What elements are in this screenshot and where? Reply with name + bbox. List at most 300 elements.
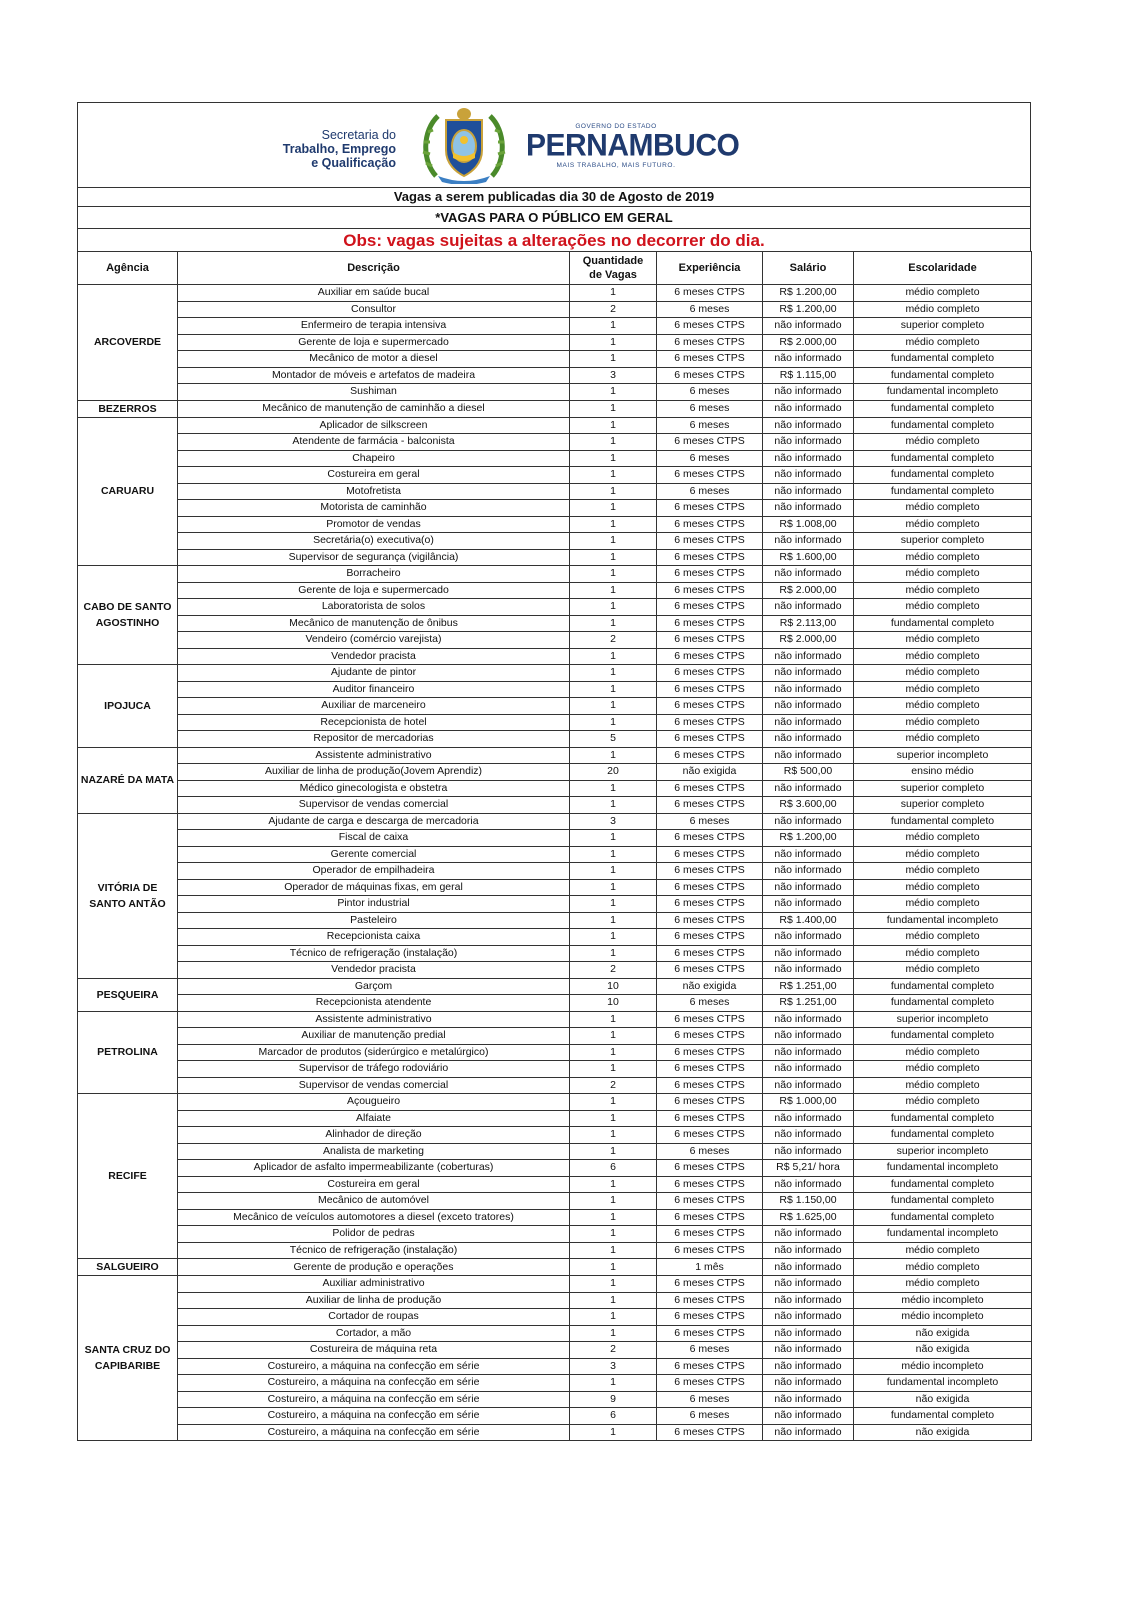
job-experience: 6 meses CTPS <box>657 549 763 566</box>
job-quantity: 1 <box>570 1193 657 1210</box>
job-description: Garçom <box>178 978 570 995</box>
job-education: fundamental completo <box>854 351 1032 368</box>
job-education: não exigida <box>854 1342 1032 1359</box>
job-salary: não informado <box>763 450 854 467</box>
job-experience: 6 meses <box>657 417 763 434</box>
job-description: Gerente de loja e supermercado <box>178 582 570 599</box>
job-salary: R$ 1.200,00 <box>763 830 854 847</box>
job-description: Enfermeiro de terapia intensiva <box>178 318 570 335</box>
table-row <box>78 797 1032 814</box>
table-row <box>78 483 1032 500</box>
table-row <box>78 434 1032 451</box>
job-salary: não informado <box>763 813 854 830</box>
job-education: médio completo <box>854 896 1032 913</box>
table-row <box>78 566 1032 583</box>
job-salary: não informado <box>763 1375 854 1392</box>
column-header-salary: Salário <box>763 252 854 285</box>
job-salary: não informado <box>763 1127 854 1144</box>
job-quantity: 20 <box>570 764 657 781</box>
job-quantity: 1 <box>570 549 657 566</box>
job-education: fundamental completo <box>854 1209 1032 1226</box>
job-quantity: 1 <box>570 500 657 517</box>
job-description: Auxiliar em saúde bucal <box>178 285 570 302</box>
job-experience: 6 meses CTPS <box>657 648 763 665</box>
job-experience: 6 meses CTPS <box>657 962 763 979</box>
job-salary: não informado <box>763 945 854 962</box>
job-experience: 6 meses CTPS <box>657 714 763 731</box>
job-salary: R$ 3.600,00 <box>763 797 854 814</box>
job-salary: não informado <box>763 1276 854 1293</box>
table-row <box>78 1226 1032 1243</box>
job-quantity: 1 <box>570 797 657 814</box>
job-experience: 6 meses CTPS <box>657 318 763 335</box>
job-education: não exigida <box>854 1325 1032 1342</box>
table-row <box>78 1044 1032 1061</box>
job-experience: 6 meses CTPS <box>657 1209 763 1226</box>
job-description: Polidor de pedras <box>178 1226 570 1243</box>
table-row <box>78 367 1032 384</box>
job-salary: R$ 1.251,00 <box>763 978 854 995</box>
table-row <box>78 912 1032 929</box>
job-quantity: 1 <box>570 879 657 896</box>
job-description: Aplicador de silkscreen <box>178 417 570 434</box>
job-experience: 6 meses CTPS <box>657 334 763 351</box>
table-row <box>78 863 1032 880</box>
job-experience: 6 meses CTPS <box>657 1028 763 1045</box>
logo-banner <box>77 102 1031 187</box>
job-quantity: 1 <box>570 648 657 665</box>
job-education: médio completo <box>854 846 1032 863</box>
job-experience: 6 meses CTPS <box>657 566 763 583</box>
table-row <box>78 1028 1032 1045</box>
job-quantity: 10 <box>570 995 657 1012</box>
job-description: Gerente de loja e supermercado <box>178 334 570 351</box>
job-experience: 6 meses CTPS <box>657 1011 763 1028</box>
job-quantity: 1 <box>570 582 657 599</box>
job-quantity: 6 <box>570 1160 657 1177</box>
job-salary: não informado <box>763 1309 854 1326</box>
job-education: fundamental completo <box>854 1176 1032 1193</box>
document-title: Vagas a serem publicadas dia 30 de Agosto de 2019 <box>77 187 1031 206</box>
job-salary: não informado <box>763 467 854 484</box>
job-quantity: 1 <box>570 1292 657 1309</box>
job-description: Sushiman <box>178 384 570 401</box>
job-salary: R$ 1.400,00 <box>763 912 854 929</box>
job-salary: R$ 1.150,00 <box>763 1193 854 1210</box>
job-description: Açougueiro <box>178 1094 570 1111</box>
job-education: médio completo <box>854 549 1032 566</box>
job-quantity: 1 <box>570 400 657 417</box>
job-description: Auditor financeiro <box>178 681 570 698</box>
job-salary: R$ 1.000,00 <box>763 1094 854 1111</box>
state-name: PERNAMBUCO <box>526 128 740 163</box>
job-quantity: 1 <box>570 1143 657 1160</box>
table-row <box>78 962 1032 979</box>
gov-label: GOVERNO DO ESTADO <box>575 123 657 130</box>
job-experience: 6 meses CTPS <box>657 533 763 550</box>
job-description: Mecânico de veículos automotores a diesel (exceto tratores) <box>178 1209 570 1226</box>
job-experience: 6 meses CTPS <box>657 1276 763 1293</box>
jobs-table <box>77 251 1032 1441</box>
job-education: médio completo <box>854 334 1032 351</box>
job-experience: 6 meses CTPS <box>657 1325 763 1342</box>
job-description: Gerente comercial <box>178 846 570 863</box>
job-quantity: 1 <box>570 681 657 698</box>
table-row <box>78 1242 1032 1259</box>
job-education: médio completo <box>854 962 1032 979</box>
job-quantity: 1 <box>570 1309 657 1326</box>
job-education: médio completo <box>854 1242 1032 1259</box>
job-salary: não informado <box>763 1408 854 1425</box>
job-experience: 6 meses <box>657 995 763 1012</box>
job-education: médio completo <box>854 698 1032 715</box>
agency-name: ARCOVERDE <box>78 285 178 401</box>
job-quantity: 3 <box>570 367 657 384</box>
table-row <box>78 1176 1032 1193</box>
job-experience: 6 meses CTPS <box>657 698 763 715</box>
job-salary: não informado <box>763 1226 854 1243</box>
job-description: Costureiro, a máquina na confecção em série <box>178 1424 570 1441</box>
job-salary: não informado <box>763 434 854 451</box>
table-row <box>78 1276 1032 1293</box>
job-description: Marcador de produtos (siderúrgico e metalúrgico) <box>178 1044 570 1061</box>
job-quantity: 1 <box>570 599 657 616</box>
job-description: Supervisor de tráfego rodoviário <box>178 1061 570 1078</box>
job-education: fundamental completo <box>854 978 1032 995</box>
job-education: ensino médio <box>854 764 1032 781</box>
table-row <box>78 1061 1032 1078</box>
job-description: Auxiliar de marceneiro <box>178 698 570 715</box>
job-description: Supervisor de segurança (vigilância) <box>178 549 570 566</box>
secretaria-line-3: e Qualificação <box>311 156 396 170</box>
agency-name: VITÓRIA DE SANTO ANTÃO <box>78 813 178 978</box>
job-experience: 6 meses CTPS <box>657 780 763 797</box>
job-experience: 6 meses CTPS <box>657 367 763 384</box>
job-salary: não informado <box>763 681 854 698</box>
job-experience: 6 meses <box>657 301 763 318</box>
job-description: Auxiliar de linha de produção(Jovem Aprendiz) <box>178 764 570 781</box>
table-row <box>78 1325 1032 1342</box>
job-education: não exigida <box>854 1391 1032 1408</box>
job-salary: não informado <box>763 648 854 665</box>
job-experience: 6 meses CTPS <box>657 500 763 517</box>
job-quantity: 1 <box>570 285 657 302</box>
job-education: médio completo <box>854 582 1032 599</box>
job-quantity: 1 <box>570 698 657 715</box>
job-salary: não informado <box>763 599 854 616</box>
job-quantity: 1 <box>570 830 657 847</box>
job-salary: não informado <box>763 896 854 913</box>
job-experience: 6 meses CTPS <box>657 879 763 896</box>
job-experience: 6 meses <box>657 1391 763 1408</box>
job-experience: 6 meses CTPS <box>657 1193 763 1210</box>
job-quantity: 1 <box>570 1061 657 1078</box>
table-row <box>78 301 1032 318</box>
job-quantity: 1 <box>570 945 657 962</box>
job-description: Pasteleiro <box>178 912 570 929</box>
job-description: Motofretista <box>178 483 570 500</box>
job-experience: 6 meses CTPS <box>657 1358 763 1375</box>
job-education: superior completo <box>854 318 1032 335</box>
job-experience: 6 meses CTPS <box>657 434 763 451</box>
job-education: médio incompleto <box>854 1292 1032 1309</box>
job-experience: 6 meses CTPS <box>657 681 763 698</box>
agency-name: BEZERROS <box>78 400 178 417</box>
table-row <box>78 681 1032 698</box>
job-salary: não informado <box>763 417 854 434</box>
job-education: superior completo <box>854 780 1032 797</box>
table-row <box>78 648 1032 665</box>
table-row <box>78 467 1032 484</box>
job-experience: 6 meses <box>657 1143 763 1160</box>
table-row <box>78 516 1032 533</box>
table-row <box>78 714 1032 731</box>
job-description: Costureira em geral <box>178 1176 570 1193</box>
job-salary: não informado <box>763 780 854 797</box>
table-row <box>78 1077 1032 1094</box>
job-description: Médico ginecologista e obstetra <box>178 780 570 797</box>
table-row <box>78 846 1032 863</box>
job-quantity: 1 <box>570 1424 657 1441</box>
job-education: médio completo <box>854 731 1032 748</box>
table-row <box>78 1110 1032 1127</box>
job-education: fundamental incompleto <box>854 912 1032 929</box>
job-description: Montador de móveis e artefatos de madeira <box>178 367 570 384</box>
job-description: Assistente administrativo <box>178 1011 570 1028</box>
job-experience: 6 meses CTPS <box>657 1044 763 1061</box>
slogan: MAIS TRABALHO, MAIS FUTURO. <box>556 162 676 169</box>
job-salary: R$ 2.113,00 <box>763 615 854 632</box>
job-description: Mecânico de automóvel <box>178 1193 570 1210</box>
job-salary: não informado <box>763 747 854 764</box>
job-description: Ajudante de pintor <box>178 665 570 682</box>
table-row <box>78 780 1032 797</box>
job-quantity: 1 <box>570 896 657 913</box>
job-salary: não informado <box>763 1391 854 1408</box>
job-quantity: 1 <box>570 434 657 451</box>
job-education: médio completo <box>854 301 1032 318</box>
job-education: fundamental completo <box>854 483 1032 500</box>
table-row <box>78 929 1032 946</box>
job-quantity: 1 <box>570 533 657 550</box>
job-salary: não informado <box>763 318 854 335</box>
job-education: fundamental completo <box>854 1028 1032 1045</box>
job-quantity: 1 <box>570 714 657 731</box>
job-salary: não informado <box>763 1325 854 1342</box>
job-quantity: 1 <box>570 1028 657 1045</box>
job-description: Cortador, a mão <box>178 1325 570 1342</box>
job-description: Laboratorista de solos <box>178 599 570 616</box>
job-education: médio completo <box>854 863 1032 880</box>
agency-name: SANTA CRUZ DO CAPIBARIBE <box>78 1276 178 1441</box>
job-quantity: 2 <box>570 632 657 649</box>
job-salary: R$ 1.200,00 <box>763 285 854 302</box>
table-row <box>78 747 1032 764</box>
job-quantity: 1 <box>570 450 657 467</box>
job-salary: R$ 1.200,00 <box>763 301 854 318</box>
job-salary: não informado <box>763 1011 854 1028</box>
job-quantity: 1 <box>570 1011 657 1028</box>
table-header-row <box>78 252 1032 285</box>
job-salary: R$ 1.008,00 <box>763 516 854 533</box>
job-quantity: 1 <box>570 846 657 863</box>
job-description: Analista de marketing <box>178 1143 570 1160</box>
job-education: médio completo <box>854 929 1032 946</box>
job-salary: R$ 2.000,00 <box>763 582 854 599</box>
table-row <box>78 1209 1032 1226</box>
job-salary: não informado <box>763 500 854 517</box>
job-quantity: 1 <box>570 1276 657 1293</box>
agency-name: CABO DE SANTO AGOSTINHO <box>78 566 178 665</box>
job-salary: R$ 1.600,00 <box>763 549 854 566</box>
job-salary: não informado <box>763 1044 854 1061</box>
job-description: Costureiro, a máquina na confecção em série <box>178 1408 570 1425</box>
job-quantity: 1 <box>570 566 657 583</box>
job-description: Motorista de caminhão <box>178 500 570 517</box>
table-row <box>78 500 1032 517</box>
job-education: fundamental completo <box>854 995 1032 1012</box>
job-experience: 6 meses CTPS <box>657 632 763 649</box>
job-description: Mecânico de manutenção de ônibus <box>178 615 570 632</box>
job-experience: 6 meses <box>657 400 763 417</box>
job-experience: 6 meses CTPS <box>657 912 763 929</box>
job-quantity: 1 <box>570 1209 657 1226</box>
job-experience: 6 meses CTPS <box>657 1242 763 1259</box>
job-description: Costureira de máquina reta <box>178 1342 570 1359</box>
table-row <box>78 351 1032 368</box>
job-education: fundamental incompleto <box>854 1160 1032 1177</box>
agency-name: IPOJUCA <box>78 665 178 748</box>
job-education: superior incompleto <box>854 1011 1032 1028</box>
table-row <box>78 1127 1032 1144</box>
job-description: Secretária(o) executiva(o) <box>178 533 570 550</box>
job-experience: 6 meses CTPS <box>657 846 763 863</box>
job-education: médio completo <box>854 434 1032 451</box>
column-header-experience: Experiência <box>657 252 763 285</box>
job-education: médio completo <box>854 1276 1032 1293</box>
job-education: médio completo <box>854 1094 1032 1111</box>
job-quantity: 1 <box>570 929 657 946</box>
table-row <box>78 285 1032 302</box>
job-experience: 6 meses CTPS <box>657 797 763 814</box>
job-salary: não informado <box>763 846 854 863</box>
job-education: médio completo <box>854 516 1032 533</box>
job-quantity: 1 <box>570 351 657 368</box>
job-salary: não informado <box>763 1259 854 1276</box>
job-description: Borracheiro <box>178 566 570 583</box>
job-quantity: 1 <box>570 1226 657 1243</box>
job-quantity: 1 <box>570 863 657 880</box>
job-salary: não informado <box>763 384 854 401</box>
job-experience: 6 meses <box>657 384 763 401</box>
job-salary: não informado <box>763 1358 854 1375</box>
table-row <box>78 1143 1032 1160</box>
job-salary: não informado <box>763 879 854 896</box>
table-row <box>78 945 1032 962</box>
job-quantity: 5 <box>570 731 657 748</box>
job-salary: R$ 1.115,00 <box>763 367 854 384</box>
job-education: médio completo <box>854 632 1032 649</box>
job-description: Alinhador de direção <box>178 1127 570 1144</box>
table-row <box>78 1408 1032 1425</box>
job-quantity: 1 <box>570 747 657 764</box>
job-quantity: 1 <box>570 1110 657 1127</box>
job-description: Mecânico de motor a diesel <box>178 351 570 368</box>
job-description: Operador de empilhadeira <box>178 863 570 880</box>
job-salary: R$ 1.625,00 <box>763 1209 854 1226</box>
job-salary: não informado <box>763 863 854 880</box>
job-education: médio completo <box>854 1061 1032 1078</box>
job-description: Alfaiate <box>178 1110 570 1127</box>
job-quantity: 1 <box>570 1127 657 1144</box>
job-description: Costureiro, a máquina na confecção em série <box>178 1375 570 1392</box>
job-description: Vendeiro (comércio varejista) <box>178 632 570 649</box>
job-description: Supervisor de vendas comercial <box>178 797 570 814</box>
job-salary: não informado <box>763 714 854 731</box>
job-education: médio completo <box>854 566 1032 583</box>
job-education: médio incompleto <box>854 1309 1032 1326</box>
job-education: fundamental completo <box>854 367 1032 384</box>
table-row <box>78 1375 1032 1392</box>
job-quantity: 2 <box>570 1077 657 1094</box>
job-experience: 6 meses CTPS <box>657 1176 763 1193</box>
job-salary: não informado <box>763 1342 854 1359</box>
job-salary: não informado <box>763 1061 854 1078</box>
job-description: Costureiro, a máquina na confecção em série <box>178 1358 570 1375</box>
job-description: Consultor <box>178 301 570 318</box>
table-row <box>78 582 1032 599</box>
table-row <box>78 1424 1032 1441</box>
job-quantity: 1 <box>570 1094 657 1111</box>
job-education: médio completo <box>854 648 1032 665</box>
job-salary: não informado <box>763 533 854 550</box>
job-experience: 6 meses <box>657 813 763 830</box>
table-row <box>78 549 1032 566</box>
job-quantity: 10 <box>570 978 657 995</box>
job-salary: não informado <box>763 731 854 748</box>
job-quantity: 1 <box>570 1259 657 1276</box>
agency-name: RECIFE <box>78 1094 178 1259</box>
table-row <box>78 1160 1032 1177</box>
table-row <box>78 879 1032 896</box>
job-description: Recepcionista de hotel <box>178 714 570 731</box>
notice-text: Obs: vagas sujeitas a alterações no decorrer do dia. <box>77 228 1031 251</box>
job-experience: 6 meses <box>657 483 763 500</box>
column-header-quantity: Quantidade de Vagas <box>570 252 657 285</box>
job-salary: não informado <box>763 1292 854 1309</box>
job-experience: 6 meses CTPS <box>657 1127 763 1144</box>
job-experience: 6 meses CTPS <box>657 945 763 962</box>
job-experience: 6 meses CTPS <box>657 1160 763 1177</box>
job-experience: não exigida <box>657 978 763 995</box>
table-row <box>78 417 1032 434</box>
job-experience: 6 meses CTPS <box>657 896 763 913</box>
job-education: médio completo <box>854 879 1032 896</box>
job-experience: não exigida <box>657 764 763 781</box>
job-education: fundamental completo <box>854 417 1032 434</box>
column-header-agency: Agência <box>78 252 178 285</box>
job-description: Supervisor de vendas comercial <box>178 1077 570 1094</box>
job-description: Chapeiro <box>178 450 570 467</box>
job-salary: não informado <box>763 1077 854 1094</box>
job-education: médio completo <box>854 500 1032 517</box>
job-salary: não informado <box>763 698 854 715</box>
agency-name: SALGUEIRO <box>78 1259 178 1276</box>
job-description: Fiscal de caixa <box>178 830 570 847</box>
job-experience: 6 meses CTPS <box>657 747 763 764</box>
agency-name: CARUARU <box>78 417 178 566</box>
job-experience: 6 meses CTPS <box>657 516 763 533</box>
